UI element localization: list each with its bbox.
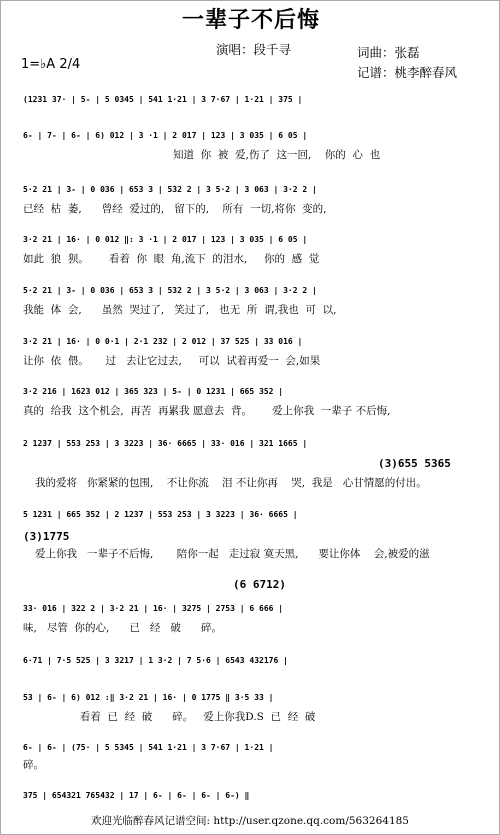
lyric-line: 真的 给我 这个机会, 再苦 再累我 愿意去 背。 爱上你我 一辈子 不后悔, xyxy=(23,405,391,417)
alternate-notes: (6 6712) xyxy=(233,578,286,591)
transcriber: 记谱：桃李醉春风 xyxy=(357,65,458,80)
score-row xyxy=(23,437,493,489)
lyric-line: 我的爱将 你紧紧的包围, 不让你流 泪 不让你再 哭, 我是 心甘情愿的付出。 xyxy=(35,477,427,489)
lyric-line: 让你 依 偎。 过 去让它过去, 可以 试着再爱一 会,如果 xyxy=(23,355,321,367)
song-title: 一辈子不后悔 xyxy=(181,7,320,33)
lyric-line: 我能 体 会, 虽然 哭过了, 笑过了, 也无 所 谓,我也 可 以, xyxy=(23,304,337,316)
score-row xyxy=(23,335,493,367)
lyric-line: 如此 狼 狈。 看着 你 眼 角,流下 的泪水, 你的 感 觉 xyxy=(23,253,320,265)
score-row xyxy=(23,602,493,634)
score-row xyxy=(23,654,493,668)
lyric-line: 已经 枯 萎, 曾经 爱过的, 留下的, 所有 一切,将你 变的, xyxy=(23,203,327,215)
notation-line: 6- | 6- | (75· | 5 5345 | 541 1·21 | 3 7·67 | 1·21 | xyxy=(23,743,274,752)
score-row xyxy=(23,129,493,161)
notation-line: 3·2 21 | 16· | 0 0·1 | 2·1 232 | 2 012 | 37 525 | 33 016 | xyxy=(23,337,303,346)
footer-credit: 欢迎光临醉春风记谱空间: http://user.qzone.qq.com/563264185 xyxy=(91,815,409,827)
score-row xyxy=(23,284,493,316)
notation-line: 2 1237 | 553 253 | 3 3223 | 36· 6665 | 33· 016 | 321 1665 | xyxy=(23,439,308,448)
singer: 演唱：段千寻 xyxy=(216,42,292,57)
notation-line: 6- | 7- | 6- | 6) 012 | 3 ·1 | 2 017 | 123 | 3 035 | 6 05 | xyxy=(23,131,308,140)
score-row xyxy=(23,93,493,107)
notation-line: 5·2 21 | 3- | 0 036 | 653 3 | 532 2 | 3 5·2 | 3 063 | 3·2 2 | xyxy=(23,185,317,194)
notation-line: 375 | 654321 765432 | 17 | 6- | 6- | 6- | 6-) ‖ xyxy=(23,791,250,800)
notation-line: 33· 016 | 322 2 | 3·2 21 | 16· | 3275 | 2753 | 6 666 | xyxy=(23,604,284,613)
score-row xyxy=(23,508,493,591)
score-row xyxy=(23,789,493,803)
alternate-notes: (3)655 5365 xyxy=(378,457,451,470)
score-row xyxy=(23,691,493,723)
notation-line: 6·71 | 7·5 525 | 3 3217 | 1 3·2 | 7 5·6 | 6543 432176 | xyxy=(23,656,288,665)
alternate-notes: (3)1775 xyxy=(23,530,70,543)
score-row xyxy=(23,741,493,771)
key-signature: 1=♭A 2/4 xyxy=(21,57,81,72)
score-row xyxy=(23,183,493,215)
notation-line: 3·2 216 | 1623 012 | 365 323 | 5- | 0 1231 | 665 352 | xyxy=(23,387,284,396)
notation-line: (1231 37· | 5- | 5 0345 | 541 1·21 | 3 7·67 | 1·21 | 375 | xyxy=(23,95,303,104)
notation-line: 3·2 21 | 16· | 0 012 ‖: 3 ·1 | 2 017 | 123 | 3 035 | 6 05 | xyxy=(23,235,308,244)
lyric-line: 爱上你我 一辈子不后悔, 陪你一起 走过寂 寞天黑, 要让你体 会,被爱的滋 xyxy=(35,548,430,560)
score-row xyxy=(23,385,493,417)
notation-line: 53 | 6- | 6) 012 :‖ 3·2 21 | 16· | 0 1775 ‖ 3·5 33 | xyxy=(23,693,274,702)
score-row xyxy=(23,233,493,265)
lyricist-composer: 词曲：张磊 xyxy=(357,45,420,60)
lyric-line: 味, 尽管 你的心, 已 经 破 碎。 xyxy=(23,622,222,634)
notation-line: 5·2 21 | 3- | 0 036 | 653 3 | 532 2 | 3 5·2 | 3 063 | 3·2 2 | xyxy=(23,286,317,295)
notation-line: 5 1231 | 665 352 | 2 1237 | 553 253 | 3 3223 | 36· 6665 | xyxy=(23,510,298,519)
lyric-line: 知道 你 被 爱,伤了 这一回, 你的 心 也 xyxy=(173,149,381,161)
lyric-line: 碎。 xyxy=(23,759,44,771)
lyric-line: 看着 已 经 破 碎。 爱上你我D.S 已 经 破 xyxy=(23,711,316,723)
